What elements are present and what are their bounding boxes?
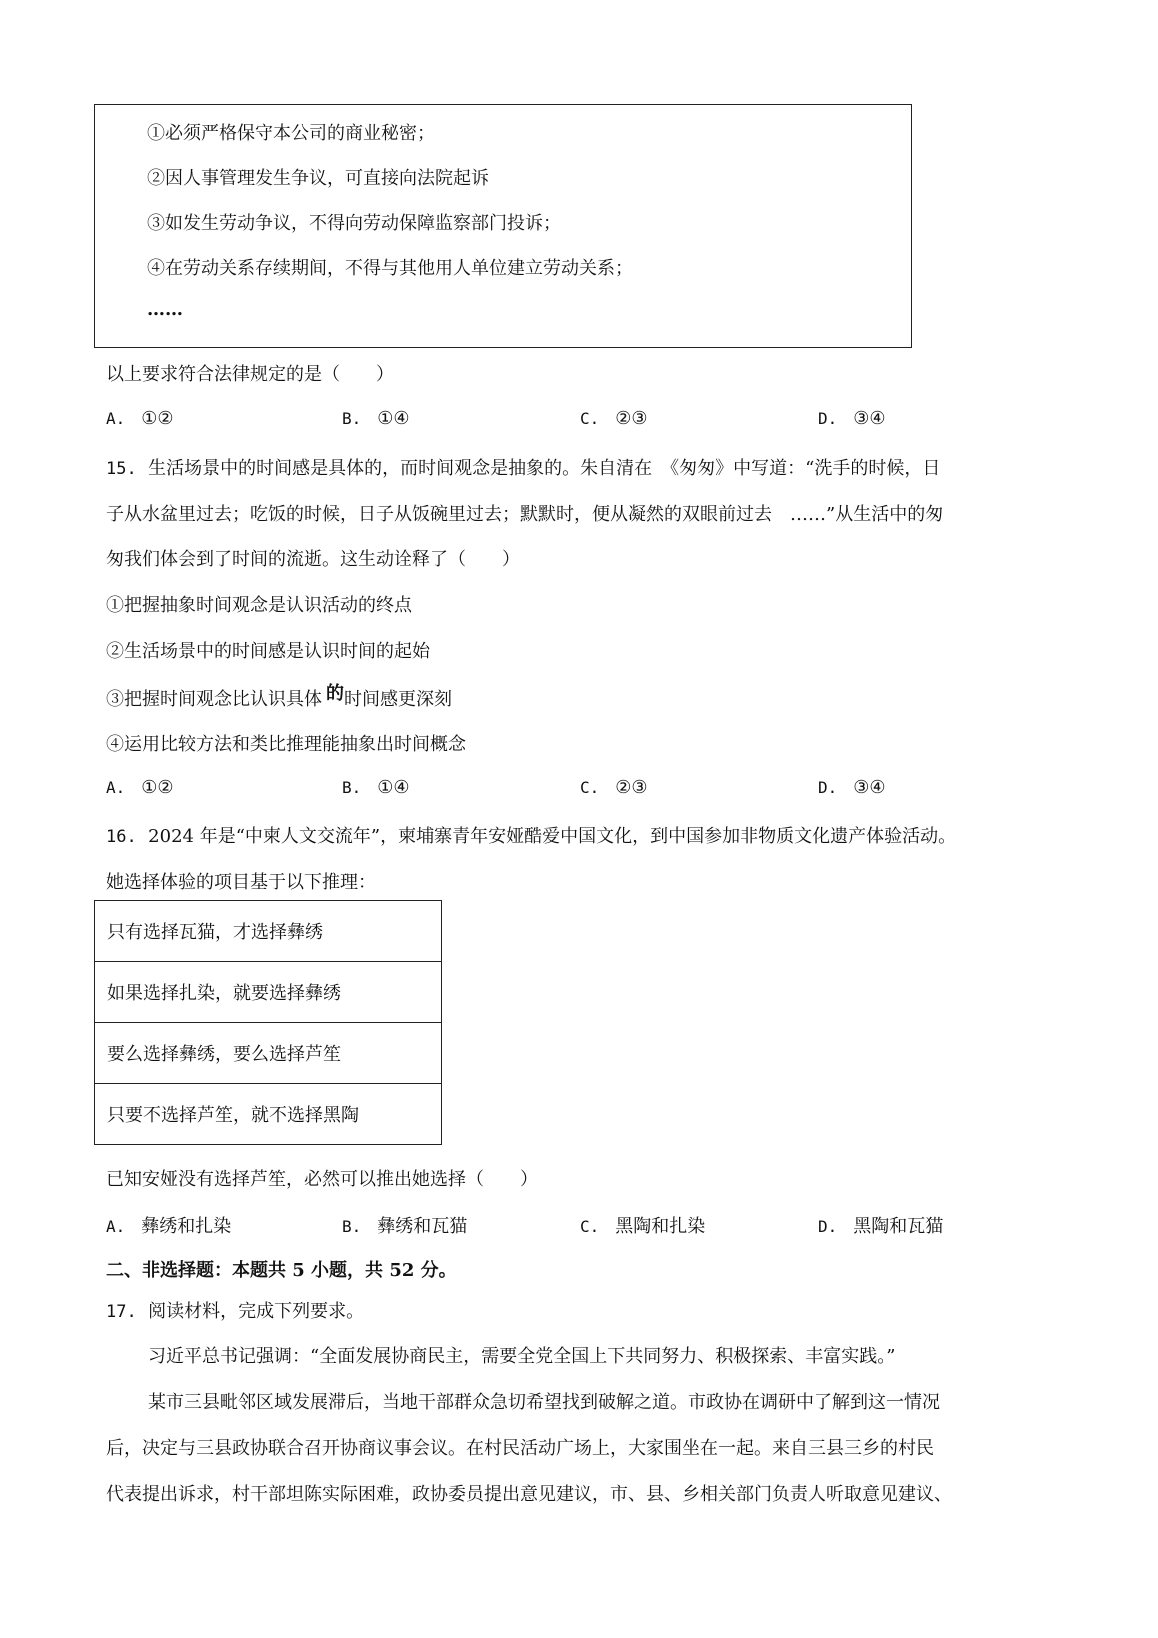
option-text: ①④ xyxy=(377,777,410,798)
option-text: ③④ xyxy=(853,777,886,798)
q15-item-3 xyxy=(106,685,452,711)
option-text: 彝绣和扎染 xyxy=(141,1216,232,1237)
option-text: 黑陶和瓦猫 xyxy=(853,1216,944,1237)
requirement-item-3: ③如发生劳动争议，不得向劳动保障监察部门投诉； xyxy=(147,213,561,234)
requirement-item-2: ②因人事管理发生争议，可直接向法院起诉 xyxy=(147,168,489,189)
option-letter: D. xyxy=(818,1217,838,1236)
question-number: 16. xyxy=(106,827,137,847)
q17-paragraph-2-line-3: 代表提出诉求，村干部坦陈实际困难，政协委员提出意见建议，市、县、乡相关部门负责人听取意见建议、 xyxy=(106,1484,952,1505)
option-letter: A. xyxy=(106,1217,126,1236)
option-letter: B. xyxy=(342,1217,362,1236)
q15-item-3-tail: 时间感更深刻 xyxy=(344,689,452,710)
q14-option-c[interactable] xyxy=(580,408,648,429)
option-letter: B. xyxy=(342,778,362,797)
q16-option-a[interactable] xyxy=(106,1212,231,1238)
q15-item-1: ①把握抽象时间观念是认识活动的终点 xyxy=(106,595,412,616)
option-letter: A. xyxy=(106,778,126,797)
question-number: 15. xyxy=(106,459,137,479)
reasoning-table xyxy=(94,900,442,1145)
option-text: ②③ xyxy=(615,408,648,429)
q17-intro-text: 阅读材料，完成下列要求。 xyxy=(148,1301,365,1322)
q15-item-2: ②生活场景中的时间感是认识时间的起始 xyxy=(106,641,430,662)
table-row xyxy=(95,1023,442,1084)
table-cell: 如果选择扎染，就要选择彝绣 xyxy=(95,962,442,1023)
table-cell: 只要不选择芦笙，就不选择黑陶 xyxy=(95,1084,442,1145)
q17-intro xyxy=(106,1297,364,1323)
q16-option-c[interactable] xyxy=(580,1212,705,1238)
option-letter: D. xyxy=(818,778,838,797)
section-heading: 二、非选择题：本题共 5 小题，共 52 分。 xyxy=(106,1260,457,1281)
requirements-box xyxy=(94,104,912,348)
q14-option-b[interactable] xyxy=(342,408,410,429)
q15-line-3: 匆我们体会到了时间的流逝。这生动诠释了（ ） xyxy=(106,549,520,570)
question-number: 17. xyxy=(106,1302,137,1322)
q15-line-2: 子从水盆里过去；吃饭的时候，日子从饭碗里过去；默默时，便从凝然的双眼前过去 ……”从生活中的匆 xyxy=(106,504,944,525)
q15-line-1-text: 生活场景中的时间感是具体的，而时间观念是抽象的。朱自清在 《匆匆》中写道：“洗手的时候，日 xyxy=(148,458,941,479)
q17-paragraph-2-line-1: 某市三县毗邻区域发展滞后，当地干部群众急切希望找到破解之道。市政协在调研中了解到这一情况 xyxy=(148,1392,940,1413)
q14-stem: 以上要求符合法律规定的是（ ） xyxy=(106,364,394,385)
option-letter: C. xyxy=(580,778,600,797)
option-text: ③④ xyxy=(853,408,886,429)
q17-paragraph-1: 习近平总书记强调：“全面发展协商民主，需要全党全国上下共同努力、积极探索、丰富实践。” xyxy=(148,1346,896,1367)
table-row xyxy=(95,901,442,962)
q15-line-1 xyxy=(106,454,940,480)
q16-option-b[interactable] xyxy=(342,1212,467,1238)
table-cell: 要么选择彝绣，要么选择芦笙 xyxy=(95,1023,442,1084)
option-letter: D. xyxy=(818,409,838,428)
option-text: 黑陶和扎染 xyxy=(615,1216,706,1237)
option-letter: C. xyxy=(580,409,600,428)
option-text: ②③ xyxy=(615,777,648,798)
table-cell: 只有选择瓦猫，才选择彝绣 xyxy=(95,901,442,962)
q16-line-2: 她选择体验的项目基于以下推理： xyxy=(106,872,376,893)
q16-line-1-text: 2024 年是“中柬人文交流年”，柬埔寨青年安娅酷爱中国文化，到中国参加非物质文化遗产体验活动。 xyxy=(148,826,957,847)
q15-option-a[interactable] xyxy=(106,777,174,798)
option-text: ①④ xyxy=(377,408,410,429)
requirement-item-4: ④在劳动关系存续期间，不得与其他用人单位建立劳动关系； xyxy=(147,258,633,279)
option-letter: A. xyxy=(106,409,126,428)
table-row xyxy=(95,962,442,1023)
q17-paragraph-2-line-2: 后，决定与三县政协联合召开协商议事会议。在村民活动广场上，大家围坐在一起。来自三县三乡的村民 xyxy=(106,1438,934,1459)
q15-option-b[interactable] xyxy=(342,777,410,798)
q16-option-d[interactable] xyxy=(818,1212,943,1238)
q14-option-a[interactable] xyxy=(106,408,174,429)
q16-stem: 已知安娅没有选择芦笙，必然可以推出她选择（ ） xyxy=(106,1169,538,1190)
q15-option-d[interactable] xyxy=(818,777,886,798)
q15-item-4: ④运用比较方法和类比推理能抽象出时间概念 xyxy=(106,734,466,755)
q15-item-3-raised-char: 的 xyxy=(326,683,344,704)
requirement-item-1: ①必须严格保守本公司的商业秘密； xyxy=(147,123,435,144)
option-text: 彝绣和瓦猫 xyxy=(377,1216,468,1237)
option-text: ①② xyxy=(141,408,174,429)
q15-item-3-head: ③把握时间观念比认识具体 xyxy=(106,689,322,710)
q16-line-1 xyxy=(106,822,956,848)
q15-option-c[interactable] xyxy=(580,777,648,798)
option-letter: C. xyxy=(580,1217,600,1236)
table-row xyxy=(95,1084,442,1145)
requirement-ellipsis: …… xyxy=(147,299,183,320)
option-text: ①② xyxy=(141,777,174,798)
q14-option-d[interactable] xyxy=(818,408,886,429)
option-letter: B. xyxy=(342,409,362,428)
